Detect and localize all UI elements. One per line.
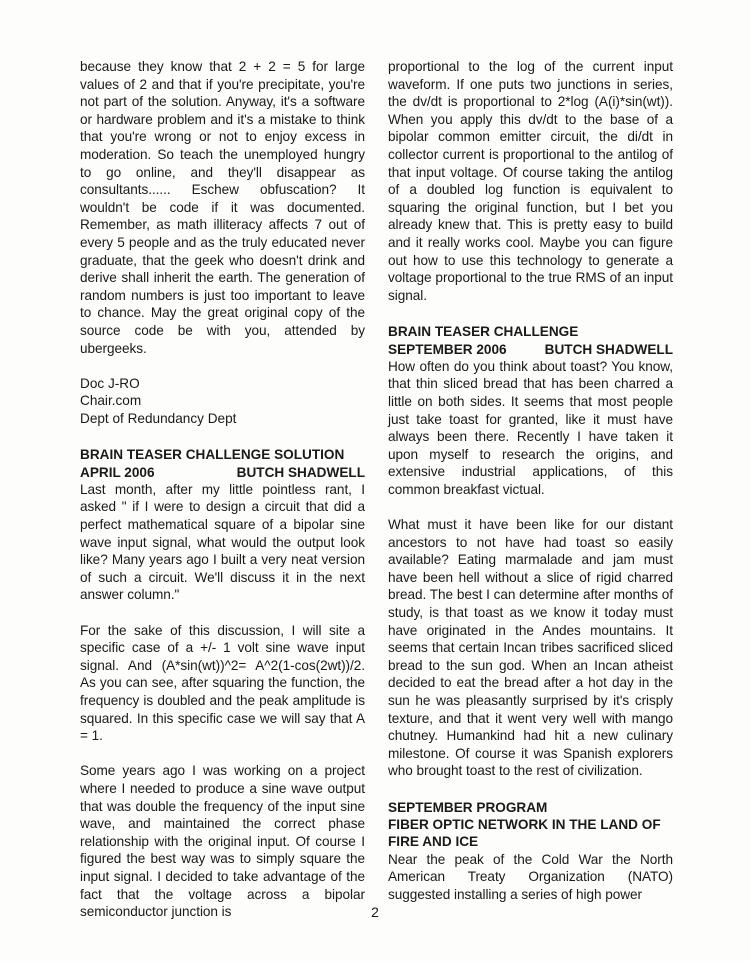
right-column [388,58,673,903]
solution-byline [80,464,365,481]
challenge-byline [388,341,673,358]
program-label: SEPTEMBER PROGRAM [388,799,548,815]
challenge-author: BUTCH SHADWELL [544,341,673,357]
program-section [388,799,673,903]
signature-org: Chair.com [80,393,142,409]
continued-paragraph: proportional to the log of the current input waveform. If one puts two junctions in series, the dv/dt is proportional to 2*log (A(i)*sin(wt)). When you apply this dv/dt to the base of a bipolar common emitter circuit, the di/dt in collector current is proportional to the antilog of that input voltage. Of course taking the antilog of a doubled log function is equivalent to squaring the original function, but I bet you already knew that. This is pretty easy to build and it really works cool. Maybe you can figure out how to use this technology to generate a voltage proportional to the true RMS of an input signal. [388,59,673,303]
challenge-section [388,323,673,780]
solution-paragraph-3: Some years ago I was working on a project where I needed to produce a sine wave output that was double the frequency of the input sine wave, and maintained the correct phase relationship with the original input. Of course I figured the best way was to simply square the input signal. I decided to take advantage of the fact that the voltage across a bipolar semiconductor junction is [80,763,365,920]
left-column [80,58,365,921]
solution-paragraph-2: For the sake of this discussion, I will site a specific case of a +/- 1 volt sine wave input signal. And (A*sin(wt))^2= A^2(1-cos(2wt))/2. As you can see, after squaring the function, the frequency is doubled and the peak amplitude is squared. In this specific case we will say that A = 1. [80,622,365,744]
challenge-paragraph-2: What must it have been like for our distant ancestors to not have had toast so easily available? Eating marmalade and jam must have been hell without a slice of rigid charred bread. The best I can determine after months of study, is that toast as we know it today must have originated in the Andes mountains. It seems that certain Incan tribes sacrificed sliced bread to the sun god. When an Incan atheist decided to eat the bread after a hot day in the sun he was pleasantly surprised by it's crisply texture, and that it went very well with mango chutney. Humankind had hit a new culinary milestone. Of course it was Spanish explorers who brought toast to the rest of civilization. [388,517,673,779]
challenge-paragraph-1: How often do you think about toast? You know, that thin sliced bread that has been charred a little on both sides. It seems that most people just take toast for granted, like it must have always been there. Recently I have taken it upon myself to research the origins, and extensive industrial applications, of this common breakfast victual. [388,358,673,497]
signature-block [80,375,365,428]
challenge-date: SEPTEMBER 2006 [388,341,507,357]
solution-title: BRAIN TEASER CHALLENGE SOLUTION [80,447,345,463]
program-title: FIBER OPTIC NETWORK IN THE LAND OF FIRE AND ICE [388,817,661,850]
solution-date: APRIL 2006 [80,464,155,480]
signature-dept: Dept of Redundancy Dept [80,410,237,426]
solution-section [80,446,365,920]
challenge-title: BRAIN TEASER CHALLENGE [388,324,579,340]
solution-author: BUTCH SHADWELL [236,464,365,480]
page-number: 2 [371,904,379,920]
solution-paragraph-1: Last month, after my little pointless rant, I asked " if I were to design a circuit that did a perfect mathematical square of a bipolar sine wave input signal, what would the output look like? Many years ago I built a very neat version of such a circuit. We'll discuss it in the next answer column." [80,481,365,603]
intro-paragraph: because they know that 2 + 2 = 5 for large values of 2 and that if you're precipitate, you're not part of the solution. Anyway, it's a software or hardware problem and it's a mistake to think that you're wrong or not to enjoy excess in moderation. So teach the unemployed hungry to go online, and they'll disappear as consultants...... Eschew obfuscation? It wouldn't be code if it was documented. Remember, as math illiteracy affects 7 out of every 5 people and as the truly educated never graduate, that the geek who doesn't drink and derive shall inherit the earth. The generation of random numbers is just too important to leave to chance. May the great original copy of the source code be with you, attended by ubergeeks. [80,59,365,356]
signature-name: Doc J-RO [80,375,140,391]
program-paragraph-1: Near the peak of the Cold War the North American Treaty Organization (NATO) suggested installing a series of high power [388,851,673,902]
